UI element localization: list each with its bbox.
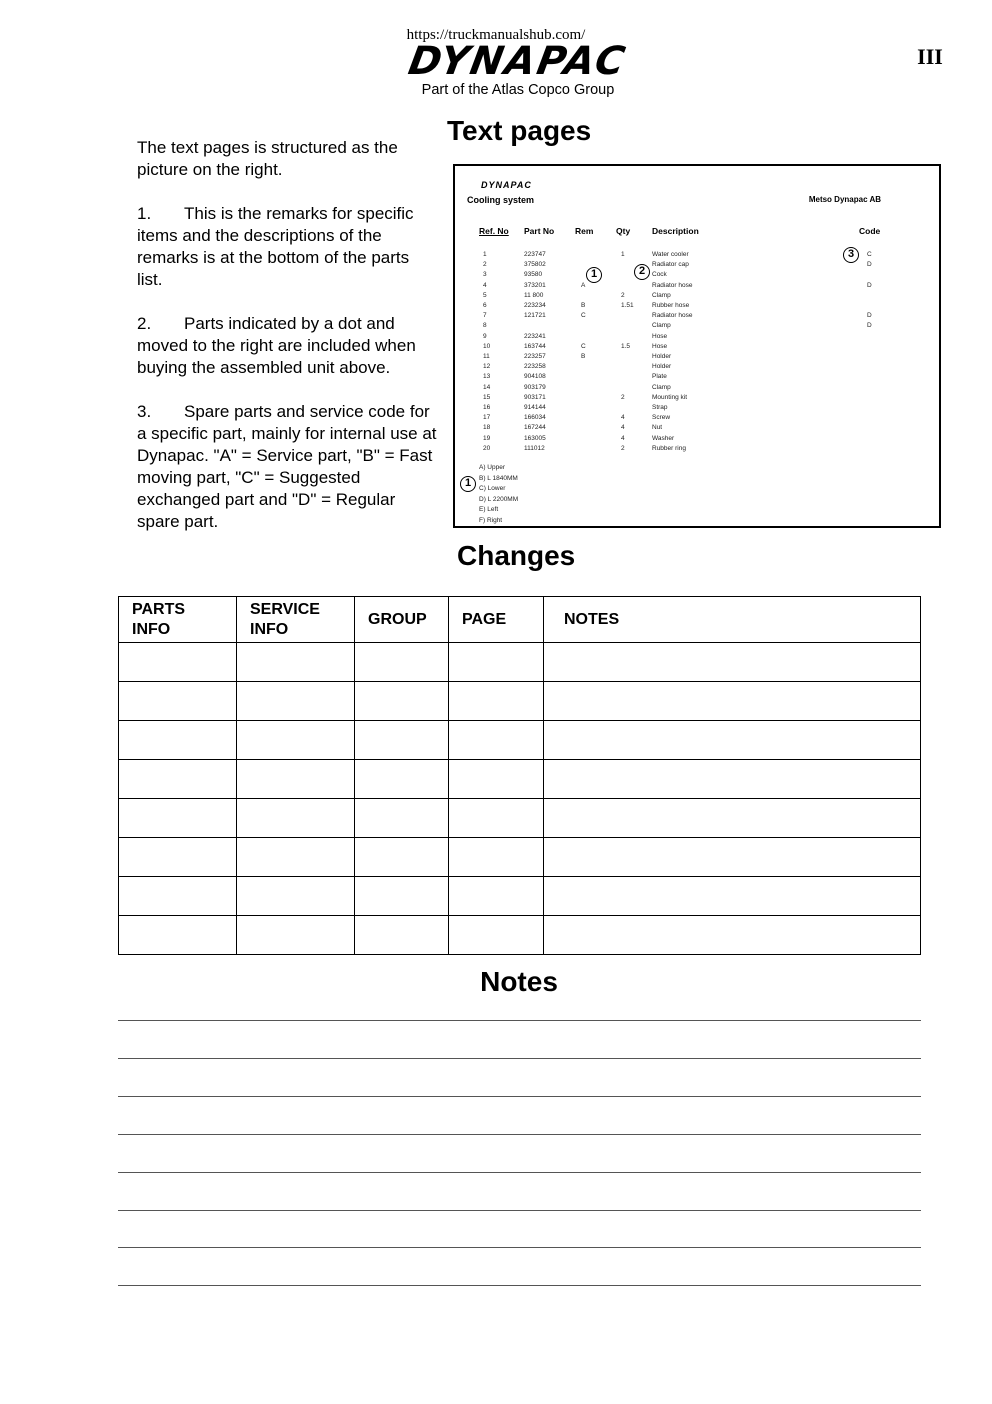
changes-row: [119, 799, 921, 838]
callout-3: 3: [843, 247, 859, 263]
dynapac-logo-graphic: [366, 42, 666, 78]
changes-row: [119, 682, 921, 721]
changes-body: [119, 643, 921, 955]
sample-cell-part: 11 800: [524, 291, 544, 299]
callout-1-remarks: 1: [460, 476, 476, 492]
sample-cell-ref: 14: [483, 383, 491, 391]
sample-cell-part: 163005: [524, 434, 546, 442]
sample-company: Metso Dynapac AB: [808, 195, 881, 204]
sample-cell-part: 373201: [524, 281, 546, 289]
notes-line: [118, 1285, 921, 1286]
sample-row: [455, 312, 935, 320]
changes-cell: [449, 682, 544, 721]
intro-text: [137, 137, 437, 555]
sample-cell-part: 223234: [524, 302, 546, 309]
changes-cell: [449, 916, 544, 955]
sample-row: [455, 404, 935, 412]
sample-cell-desc: Radiator cap: [652, 261, 689, 269]
sample-cell-ref: 20: [483, 444, 491, 452]
sample-cell-rem: C: [581, 312, 586, 320]
dynapac-logo: [366, 42, 666, 83]
sample-cell-ref: 1: [483, 251, 487, 258]
sample-cell-desc: Holder: [652, 353, 672, 360]
intro-item-number: 1.: [137, 204, 152, 223]
sample-cell-part: 903171: [524, 393, 546, 401]
header-page: PAGE: [449, 597, 544, 643]
changes-cell: [237, 682, 355, 721]
sample-row: [455, 445, 935, 453]
sample-cell-part: 93580: [524, 271, 543, 279]
intro-item-text: Parts indicated by a dot and moved to the right are included when buying the assembled unit above.: [137, 314, 416, 377]
changes-cell: [449, 838, 544, 877]
svg-text:DYNAPAC: DYNAPAC: [405, 42, 630, 78]
page-number: III: [917, 44, 943, 69]
changes-table: [118, 596, 921, 955]
sample-cell-ref: 12: [483, 363, 491, 371]
notes-line: [118, 1210, 921, 1211]
sample-header-rem: Rem: [575, 226, 594, 236]
changes-cell: [237, 721, 355, 760]
header-service-info: SERVICE INFO: [237, 597, 355, 643]
changes-cell: [544, 877, 921, 916]
sample-row: [455, 271, 935, 279]
sample-cell-desc: Hose: [652, 342, 668, 350]
sample-cell-desc: Water cooler: [652, 251, 689, 258]
sample-cell-qty: 1: [621, 251, 625, 258]
sample-row: [455, 292, 935, 300]
sample-cell-qty: 4: [621, 424, 625, 432]
sample-cell-part: 223257: [524, 353, 546, 360]
sample-cell-code: D: [867, 322, 872, 330]
header-group: GROUP: [355, 597, 449, 643]
changes-row: [119, 916, 921, 955]
sample-cell-desc: Rubber hose: [652, 302, 690, 309]
sample-row: [455, 251, 935, 259]
sample-cell-ref: 18: [483, 424, 491, 432]
sample-header-ref: Ref. No: [479, 226, 509, 236]
changes-cell: [237, 760, 355, 799]
sample-cell-ref: 10: [483, 342, 491, 350]
notes-line: [118, 1247, 921, 1248]
sample-remark: F) Right: [479, 516, 503, 524]
sample-cell-qty: 4: [621, 414, 625, 422]
sample-cell-desc: Plate: [652, 373, 667, 381]
header-parts-info: PARTS INFO: [119, 597, 237, 643]
sample-row: [455, 394, 935, 402]
changes-header-row: [119, 597, 921, 643]
sample-cell-part: 914144: [524, 404, 546, 411]
sample-cell-rem: B: [581, 353, 586, 360]
sample-remark: C) Lower: [479, 485, 506, 492]
sample-cell-part: 223241: [524, 332, 546, 340]
changes-cell: [355, 877, 449, 916]
sample-cell-desc: Clamp: [652, 291, 671, 299]
changes-cell: [449, 760, 544, 799]
changes-cell: [237, 838, 355, 877]
sample-row: [455, 384, 935, 392]
changes-cell: [544, 799, 921, 838]
sample-cell-part: 166034: [524, 414, 546, 422]
sample-header-desc: Description: [652, 226, 699, 236]
intro-item-number: 2.: [137, 314, 152, 333]
notes-line: [118, 1134, 921, 1135]
changes-cell: [355, 682, 449, 721]
changes-cell: [355, 643, 449, 682]
intro-item-text: Spare parts and service code for a specific part, mainly for internal use at Dynapac. "A" = Service part, "B" = Fast moving part, "C" = Suggested exchanged part and "D" = Regular spare part.: [137, 402, 437, 531]
sample-cell-qty: 1.5: [621, 342, 631, 350]
sample-cell-desc: Radiator hose: [652, 281, 693, 289]
sample-cell-part: 111012: [524, 444, 545, 452]
notes-heading: Notes: [480, 966, 558, 997]
changes-cell: [449, 877, 544, 916]
sample-cell-ref: 8: [483, 322, 487, 330]
changes-cell: [119, 799, 237, 838]
sample-cell-desc: Clamp: [652, 322, 671, 330]
sample-logo: DYNAPAC: [481, 180, 532, 190]
changes-row: [119, 760, 921, 799]
sample-cell-ref: 11: [483, 353, 490, 360]
sample-cell-desc: Clamp: [652, 383, 671, 391]
sample-cell-code: D: [867, 312, 872, 320]
sample-cell-desc: Washer: [652, 434, 675, 442]
notes-line: [118, 1020, 921, 1021]
changes-cell: [355, 799, 449, 838]
sample-row: [455, 322, 935, 330]
sample-cell-ref: 5: [483, 291, 487, 299]
sample-row: [455, 302, 935, 310]
changes-cell: [119, 682, 237, 721]
changes-heading: Changes: [457, 540, 576, 571]
changes-cell: [449, 721, 544, 760]
intro-item-1: [137, 203, 437, 291]
sample-cell-code: D: [867, 281, 872, 289]
changes-cell: [237, 643, 355, 682]
sample-cell-desc: Screw: [652, 414, 671, 422]
intro-paragraph: The text pages is structured as the picture on the right.: [137, 138, 398, 179]
changes-cell: [237, 799, 355, 838]
sample-cell-part: 375802: [524, 261, 546, 269]
changes-cell: [119, 916, 237, 955]
sample-row: [455, 282, 935, 290]
sample-cell-desc: Hose: [652, 332, 668, 340]
sample-remark: D) L 2200MM: [479, 495, 519, 503]
callout-1: 1: [586, 267, 602, 283]
changes-cell: [119, 838, 237, 877]
sample-cell-ref: 17: [483, 414, 491, 422]
sample-cell-qty: 2: [621, 291, 625, 299]
sample-row: [455, 261, 935, 269]
intro-item-3: [137, 401, 437, 533]
changes-cell: [449, 643, 544, 682]
sample-cell-part: 903179: [524, 383, 546, 391]
sample-cell-ref: 15: [483, 393, 491, 401]
sample-cell-qty: 2: [621, 444, 625, 452]
sample-cell-desc: Nut: [652, 424, 663, 432]
sample-cell-qty: 4: [621, 434, 625, 442]
notes-line: [118, 1096, 921, 1097]
sample-cell-ref: 2: [483, 261, 487, 269]
sample-row: [455, 353, 935, 361]
intro-item-number: 3.: [137, 402, 152, 421]
changes-cell: [119, 643, 237, 682]
sample-cell-part: 904108: [524, 373, 546, 381]
sample-title: Cooling system: [467, 195, 535, 205]
sample-cell-desc: Cock: [652, 271, 667, 279]
sample-cell-ref: 16: [483, 404, 491, 411]
tagline: Part of the Atlas Copco Group: [421, 82, 615, 98]
sample-cell-ref: 9: [483, 332, 487, 340]
sample-row: [455, 435, 935, 443]
text-pages-heading: Text pages: [447, 115, 592, 146]
notes-line: [118, 1058, 921, 1059]
sample-cell-rem: B: [581, 302, 586, 309]
changes-cell: [449, 799, 544, 838]
sample-cell-part: 167244: [524, 424, 546, 432]
changes-cell: [544, 760, 921, 799]
sample-header-part: Part No: [524, 226, 555, 236]
sample-header-qty: Qty: [616, 226, 631, 236]
changes-row: [119, 838, 921, 877]
sample-cell-rem: C: [581, 342, 586, 350]
sample-cell-part: 223747: [524, 251, 546, 258]
source-url: https://truckmanualshub.com/: [406, 27, 586, 43]
sample-cell-ref: 7: [483, 312, 487, 320]
sample-remark: A) Upper: [479, 464, 506, 471]
changes-cell: [119, 760, 237, 799]
sample-parts-page-figure: [453, 164, 941, 528]
callout-2: 2: [634, 264, 650, 280]
sample-remark: E) Left: [479, 506, 499, 513]
changes-cell: [237, 916, 355, 955]
changes-cell: [119, 721, 237, 760]
notes-line: [118, 1172, 921, 1173]
intro-item-2: [137, 313, 437, 379]
sample-cell-part: 223258: [524, 363, 546, 371]
changes-cell: [355, 721, 449, 760]
changes-row: [119, 721, 921, 760]
sample-cell-ref: 4: [483, 281, 487, 289]
changes-cell: [119, 877, 237, 916]
changes-row: [119, 643, 921, 682]
sample-row: [455, 414, 935, 422]
sample-cell-part: 163744: [524, 342, 546, 350]
sample-cell-desc: Holder: [652, 363, 672, 371]
sample-cell-ref: 19: [483, 434, 491, 442]
sample-cell-part: 121721: [524, 312, 546, 320]
changes-cell: [355, 838, 449, 877]
header-notes: NOTES: [544, 597, 921, 643]
sample-cell-ref: 3: [483, 271, 487, 279]
sample-cell-desc: Rubber ring: [652, 444, 686, 452]
changes-cell: [544, 682, 921, 721]
changes-cell: [544, 916, 921, 955]
sample-row: [455, 373, 935, 381]
changes-row: [119, 877, 921, 916]
sample-remark: B) L 1840MM: [479, 474, 518, 482]
sample-row: [455, 333, 935, 341]
changes-cell: [355, 760, 449, 799]
sample-cell-desc: Radiator hose: [652, 312, 693, 320]
sample-cell-ref: 13: [483, 373, 491, 381]
sample-row: [455, 343, 935, 351]
sample-header-code: Code: [859, 226, 881, 236]
sample-cell-desc: Strap: [652, 404, 668, 411]
changes-cell: [355, 916, 449, 955]
sample-cell-qty: 1.51: [621, 302, 634, 309]
intro-item-text: This is the remarks for specific items and the descriptions of the remarks is at the bottom of the parts list.: [137, 204, 414, 289]
changes-cell: [237, 877, 355, 916]
sample-cell-code: C: [867, 251, 872, 258]
sample-row: [455, 363, 935, 371]
sample-cell-rem: A: [581, 281, 586, 289]
sample-cell-code: D: [867, 261, 872, 269]
sample-row: [455, 424, 935, 432]
sample-cell-ref: 6: [483, 302, 487, 309]
changes-cell: [544, 643, 921, 682]
sample-cell-qty: 2: [621, 393, 625, 401]
sample-cell-desc: Mounting kit: [652, 393, 688, 401]
changes-cell: [544, 721, 921, 760]
changes-cell: [544, 838, 921, 877]
